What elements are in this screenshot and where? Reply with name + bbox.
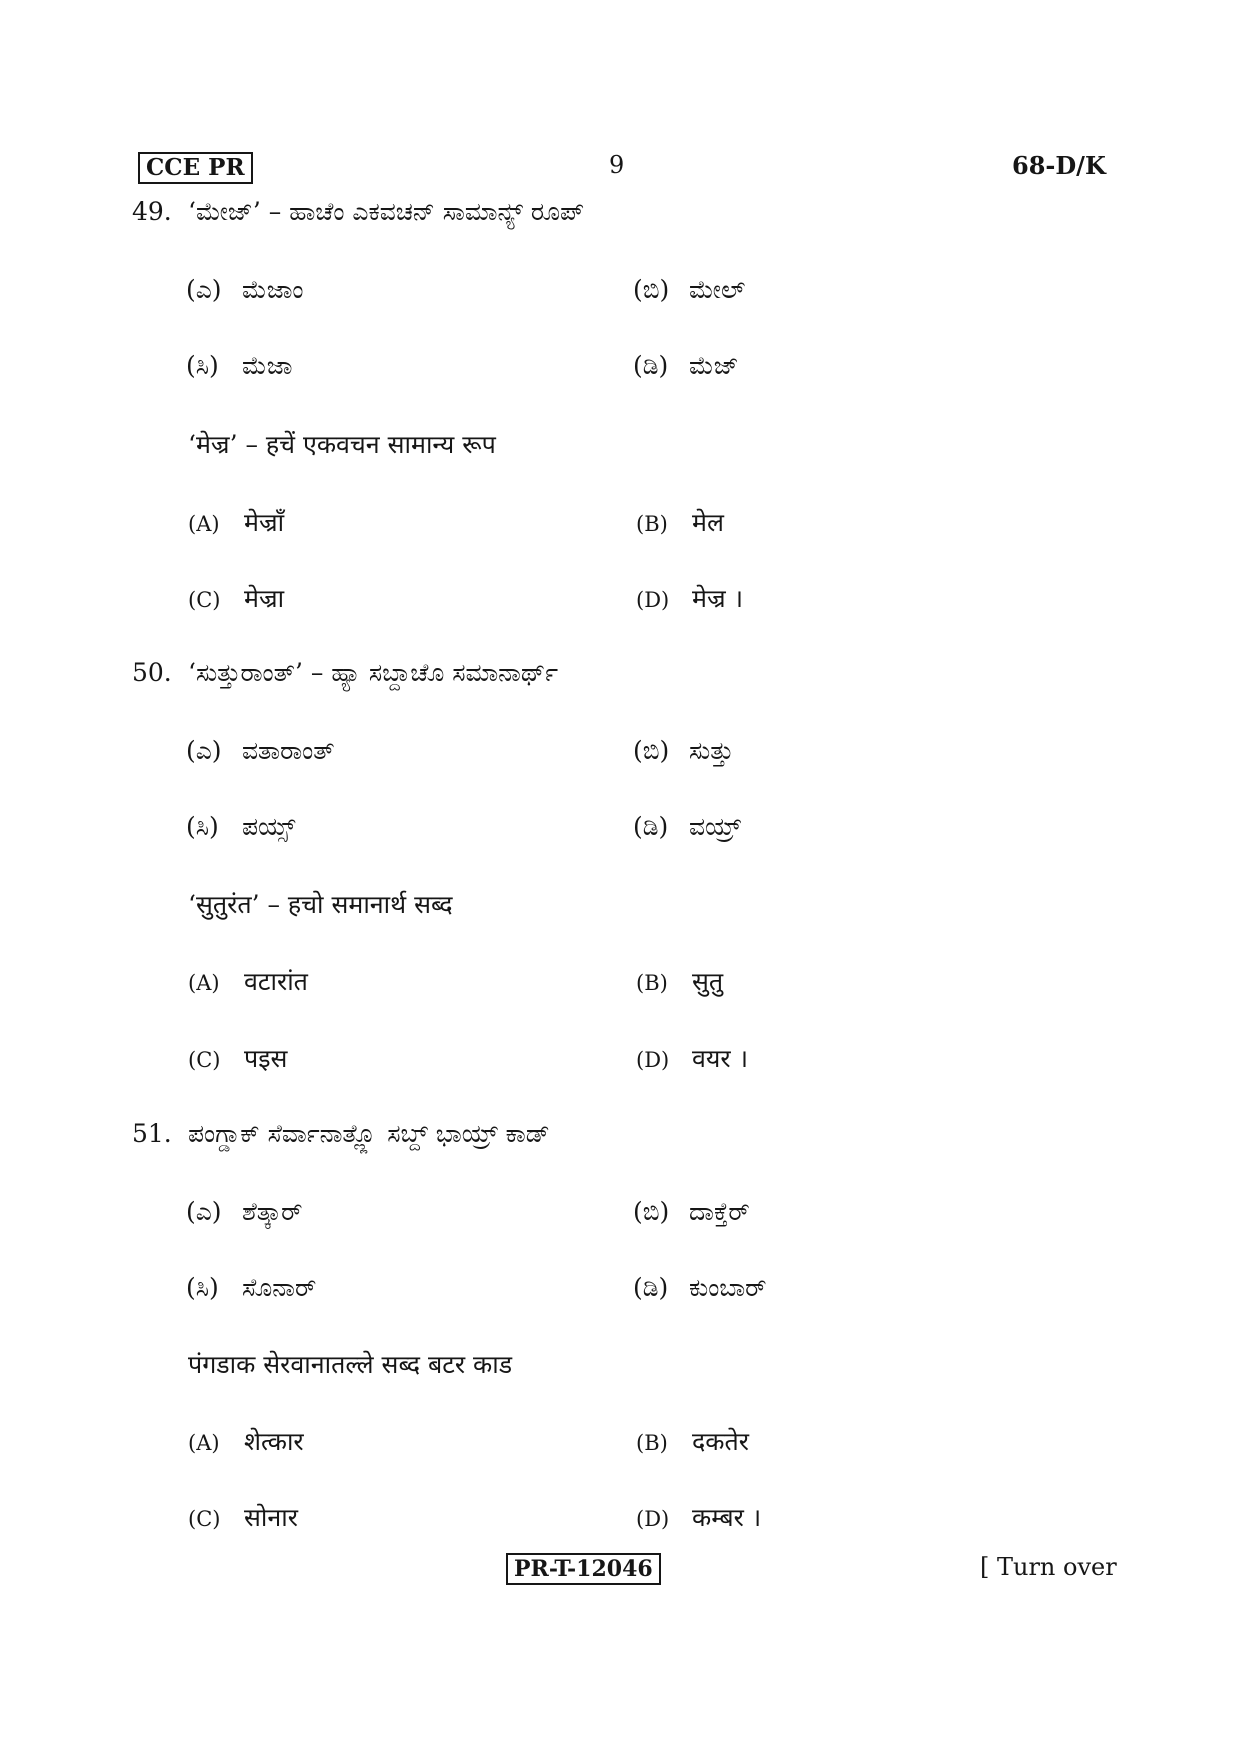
- option-label: (ಸಿ): [186, 812, 219, 841]
- option-text: ಪಯ್ಸ್: [242, 812, 296, 841]
- q51-option-b-devanagari: [636, 1427, 749, 1458]
- option-text: मेज्र ।: [692, 584, 744, 613]
- option-label: (B): [636, 1431, 668, 1455]
- q49-option-b-kannada: [633, 275, 745, 305]
- q50-option-c-devanagari: [188, 1044, 287, 1075]
- option-text: वटारांत: [244, 967, 308, 996]
- option-text: मेज्रा: [244, 584, 285, 613]
- q49-option-d-devanagari: [636, 584, 743, 615]
- option-label: (C): [188, 1048, 221, 1072]
- option-label: (C): [188, 1507, 221, 1531]
- q51-option-c-devanagari: [188, 1503, 298, 1534]
- question-text: ‘ಮೇಜ್’ – ಹಾಚೆಂ ಎಕವಚನ್ ಸಾಮಾನ್ಯ್ ರೂಪ್: [188, 197, 585, 226]
- q49-option-a-kannada: [186, 275, 303, 305]
- question-number: 51.: [132, 1119, 172, 1148]
- option-label: (D): [636, 588, 670, 612]
- option-text: ಕುಂಬಾರ್: [689, 1273, 767, 1302]
- q50-option-b-devanagari: [636, 967, 723, 998]
- q49-option-c-kannada: [186, 351, 292, 381]
- option-label: (B): [636, 512, 668, 536]
- q50-option-a-kannada: [186, 736, 335, 766]
- q50-option-d-devanagari: [636, 1044, 748, 1075]
- option-label: (ಎ): [186, 736, 222, 765]
- q49-option-b-devanagari: [636, 508, 724, 539]
- q51-option-d-kannada: [633, 1273, 767, 1303]
- option-label: (ಸಿ): [186, 1273, 219, 1302]
- q51-option-b-kannada: [633, 1197, 750, 1227]
- question-50-devanagari-stem: ‘सुतुरंत’ – हचो समानार्थ सब्द: [188, 890, 453, 919]
- cce-pr-label: CCE PR: [138, 152, 253, 184]
- option-label: (ಡಿ): [633, 351, 669, 380]
- option-label: (ಬಿ): [633, 736, 670, 765]
- q50-option-d-kannada: [633, 812, 741, 842]
- option-text: ವಯ್ರ್: [689, 812, 742, 841]
- q50-option-a-devanagari: [188, 967, 308, 998]
- option-text: वयर ।: [692, 1044, 749, 1073]
- q51-option-c-kannada: [186, 1273, 316, 1303]
- option-text: मेल: [692, 508, 724, 537]
- option-text: शेत्कार: [244, 1427, 304, 1456]
- q51-option-a-kannada: [186, 1197, 302, 1227]
- q51-option-a-devanagari: [188, 1427, 304, 1458]
- option-label: (ಬಿ): [633, 275, 670, 304]
- question-49-kannada-stem: [132, 197, 584, 227]
- option-label: (A): [188, 971, 220, 995]
- question-50-kannada-stem: [132, 658, 558, 688]
- option-text: ಮೇಲ್: [689, 275, 746, 304]
- option-text: मेज्राँ: [244, 508, 285, 537]
- q49-option-c-devanagari: [188, 584, 284, 615]
- q50-option-b-kannada: [633, 736, 734, 766]
- option-label: (ಡಿ): [633, 1273, 669, 1302]
- turn-over-note: [ Turn over: [980, 1553, 1117, 1581]
- option-label: (B): [636, 971, 668, 995]
- question-number: 49.: [132, 197, 172, 226]
- question-text: ಪಂಗ್ಡಾಕ್ ಸೆರ್ವಾನಾತ್ಲ್ಲೊ ಸಬ್ದ್ ಭಾಯ್ರ್ ಕಾಡ್: [188, 1119, 550, 1148]
- option-text: ದಾಕ್ತೆರ್: [689, 1197, 750, 1226]
- option-label: (D): [636, 1048, 670, 1072]
- paper-code: 68-D/K: [1012, 151, 1106, 180]
- option-label: (ಸಿ): [186, 351, 219, 380]
- option-text: ಮೆಜಾಂ: [242, 275, 304, 304]
- question-text: ‘ಸುತ್ತುರಾಂತ್’ – ಹ್ಯಾ ಸಬ್ದಾಚೊ ಸಮಾನಾರ್ಥ್: [188, 658, 559, 687]
- q49-option-d-kannada: [633, 351, 739, 381]
- option-label: (ಡಿ): [633, 812, 669, 841]
- option-label: (ಬಿ): [633, 1197, 670, 1226]
- question-paper-code: PR-T-12046: [506, 1553, 661, 1585]
- question-number: 50.: [132, 658, 172, 687]
- option-text: ಸುತ್ತು: [689, 736, 734, 765]
- option-text: ಮೆಜ್: [689, 351, 739, 380]
- option-text: ಮೆಜಾ: [242, 351, 293, 380]
- option-text: ಸೊನಾರ್: [242, 1273, 317, 1302]
- option-text: ವತಾರಾಂತ್: [242, 736, 335, 765]
- option-label: (ಎ): [186, 275, 222, 304]
- option-label: (C): [188, 588, 221, 612]
- option-text: कम्बर ।: [692, 1503, 762, 1532]
- option-text: ಶೆತ್ಕಾರ್: [242, 1197, 303, 1226]
- page-number: 9: [609, 151, 625, 179]
- question-51-kannada-stem: [132, 1119, 550, 1149]
- question-49-devanagari-stem: ‘मेज्र’ – हचें एकवचन सामान्य रूप: [188, 430, 496, 459]
- option-label: (ಎ): [186, 1197, 222, 1226]
- option-text: सुतु: [692, 967, 724, 996]
- q51-option-d-devanagari: [636, 1503, 761, 1534]
- q49-option-a-devanagari: [188, 508, 284, 539]
- option-text: सोनार: [244, 1503, 298, 1532]
- option-label: (D): [636, 1507, 670, 1531]
- question-51-devanagari-stem: पंगडाक सेरवानातल्ले सब्द बटर काड: [188, 1350, 513, 1379]
- option-label: (A): [188, 1431, 220, 1455]
- option-text: पइस: [244, 1044, 288, 1073]
- q50-option-c-kannada: [186, 812, 295, 842]
- option-text: दकतेर: [692, 1427, 749, 1456]
- option-label: (A): [188, 512, 220, 536]
